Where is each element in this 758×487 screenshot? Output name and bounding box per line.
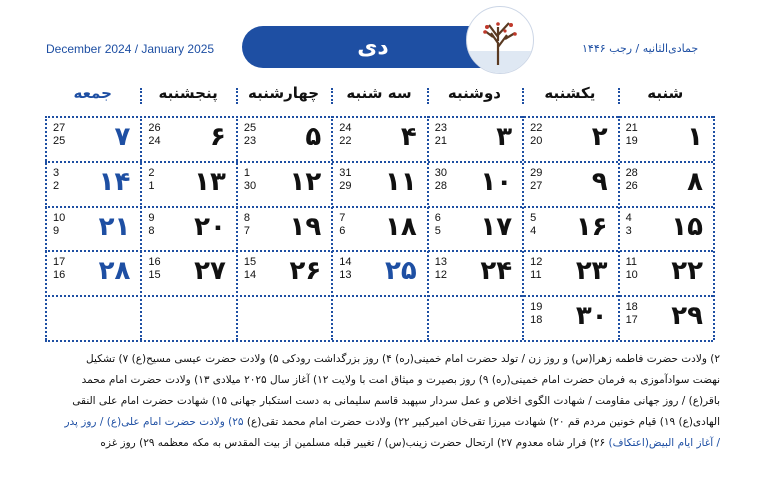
notes-text: الهادی(ع) ۱۹) قیام خونین مردم قم ۲۰) شهادت میرزا تقی‌خان امیرکبیر ۲۲) ولادت حضرت امام محمد تقی(ع) [243, 416, 720, 428]
day-cell[interactable] [522, 295, 617, 339]
hijri-day: 11 [530, 269, 542, 282]
day-cell[interactable] [427, 206, 522, 250]
day-number: ۲۲ [671, 256, 703, 287]
hijri-day: 6 [339, 224, 346, 237]
gregorian-day: 24 [339, 122, 352, 134]
hijri-day: 5 [434, 224, 441, 237]
day-cell[interactable] [618, 116, 713, 160]
day-number: ۶ [209, 122, 226, 152]
gregorian-day: 28 [625, 166, 638, 179]
hijri-day: 15 [148, 269, 161, 282]
hijri-day: 28 [434, 179, 447, 192]
calendar-grid [45, 84, 713, 340]
day-cell[interactable] [522, 250, 617, 294]
day-cell[interactable] [331, 161, 426, 205]
day-number: ۹ [591, 166, 608, 197]
day-cell[interactable] [140, 116, 235, 160]
hijri-day: 18 [530, 314, 543, 327]
hijri-day: 25 [53, 135, 66, 147]
weekday-header: یکشنبه [544, 84, 596, 102]
gregorian-day: 13 [434, 256, 447, 269]
hijri-day: 9 [53, 224, 60, 237]
day-cell[interactable] [427, 161, 522, 205]
hijri-day: 2 [53, 179, 60, 192]
gregorian-day: 1 [243, 166, 250, 179]
day-number: ۴ [400, 122, 417, 152]
gregorian-day: 23 [434, 122, 447, 134]
gregorian-day: 31 [339, 166, 352, 179]
weekday-header: دوشنبه [447, 84, 501, 102]
gregorian-day: 17 [53, 256, 66, 269]
gregorian-day: 11 [625, 256, 637, 269]
hijri-day: 23 [243, 135, 257, 147]
header-separator [618, 88, 620, 104]
notes-line: ۲) ولادت حضرت فاطمه زهرا(س) و روز زن / تولد حضرت امام خمینی(ره) ۴) روز بزرگداشت رودکی ۵) ولادت حضرت عیسی مسیح(ع) ۷) تشکیل [86, 353, 720, 365]
hijri-day: 20 [530, 135, 543, 147]
hijri-day: 7 [243, 224, 250, 237]
day-number: ۸ [687, 166, 703, 197]
day-number: ۲۵ [384, 256, 417, 287]
notes-line [40, 412, 720, 433]
day-cell[interactable] [618, 206, 713, 250]
hijri-day: 3 [625, 224, 632, 237]
day-number: ۲۷ [194, 256, 226, 287]
notes-text: ۲۶) فرار شاه معدوم ۲۷) ارتحال حضرت زینب(س) / تغییر قبله مسلمین از بیت المقدس به مکه معظمه ۲۹) روز غزه [100, 437, 609, 449]
day-cell[interactable] [236, 161, 331, 205]
gregorian-day: 5 [530, 211, 537, 224]
weekday-header: شنبه [647, 84, 684, 102]
day-number: ۱۰ [480, 166, 513, 197]
day-number: ۳ [496, 122, 513, 152]
gregorian-day: 9 [148, 211, 155, 224]
hijri-day: 27 [530, 179, 543, 192]
gregorian-day: 7 [339, 211, 346, 224]
day-cell[interactable] [618, 161, 713, 205]
day-number: ۳۰ [575, 301, 608, 332]
hijri-day: 29 [339, 179, 352, 192]
day-number: ۱۲ [289, 166, 322, 197]
day-cell[interactable] [522, 161, 617, 205]
day-number: ۲۳ [575, 256, 608, 287]
gregorian-day: 3 [53, 166, 60, 179]
grid-column-line [713, 116, 715, 340]
day-number: ۱۷ [480, 211, 513, 242]
day-number: ۱۴ [98, 166, 131, 197]
gregorian-day: 6 [434, 211, 441, 224]
day-number: ۱۵ [671, 211, 703, 242]
day-cell[interactable] [331, 116, 426, 160]
gregorian-day: 30 [434, 166, 447, 179]
day-number: ۵ [305, 122, 322, 152]
hijri-day: 16 [53, 269, 66, 282]
day-number: ۱۱ [384, 166, 417, 197]
header-separator [427, 88, 429, 104]
day-cell[interactable] [331, 250, 426, 294]
weekday-header: سه شنبه [346, 84, 412, 102]
hijri-day: 12 [434, 269, 447, 282]
month-title-banner [242, 26, 504, 68]
hijri-day: 30 [243, 179, 257, 192]
day-number: ۲ [591, 122, 608, 152]
day-number: ۲۴ [480, 256, 513, 287]
day-number: ۲۶ [289, 256, 322, 287]
header-separator [140, 88, 142, 104]
hijri-day: 17 [625, 314, 638, 327]
hijri-day: 26 [625, 179, 638, 192]
day-cell[interactable] [522, 206, 617, 250]
day-number: ۱۶ [575, 211, 608, 242]
gregorian-day: 10 [53, 211, 66, 224]
hijri-day: 21 [434, 135, 447, 147]
day-number: ۱ [687, 122, 703, 152]
grid-row-line [45, 340, 713, 342]
day-cell[interactable] [236, 116, 331, 160]
day-cell[interactable] [45, 161, 140, 205]
day-cell[interactable] [522, 116, 617, 160]
weekday-header: چهارشنبه [248, 84, 320, 102]
hijri-day: 1 [148, 179, 155, 192]
day-cell[interactable] [618, 250, 713, 294]
gregorian-day: 26 [148, 122, 161, 134]
day-cell[interactable] [236, 206, 331, 250]
gregorian-day: 18 [625, 301, 638, 314]
day-number: ۲۱ [98, 211, 131, 242]
gregorian-day: 22 [530, 122, 543, 134]
hijri-month-label: جمادی‌الثانیه / رجب ۱۴۴۶ [582, 42, 699, 55]
hijri-day: 22 [339, 135, 352, 147]
day-number: ۷ [114, 122, 131, 152]
month-title: دی [357, 34, 389, 60]
hijri-day: 14 [243, 269, 257, 282]
gregorian-day: 16 [148, 256, 161, 269]
header-separator [522, 88, 524, 104]
gregorian-day: 4 [625, 211, 632, 224]
gregorian-day: 29 [530, 166, 543, 179]
gregorian-day: 27 [53, 122, 66, 134]
gregorian-day: 15 [243, 256, 257, 269]
header-separator [331, 88, 333, 104]
day-number: ۲۰ [194, 211, 226, 242]
weekday-header: جمعه [73, 84, 112, 102]
notes-line: نهضت سوادآموزی به فرمان حضرت امام خمینی(ره) ۹) روز بصیرت و میثاق امت با ولایت ۱۲) آغاز سال ۲۰۲۵ میلادی ۱۳) ولادت حضرت امام محمد [81, 374, 720, 386]
day-number: ۱۸ [384, 211, 417, 242]
day-cell[interactable] [45, 116, 140, 160]
notes-line [40, 433, 720, 454]
hijri-day: 24 [148, 135, 161, 147]
occasions-notes [40, 349, 720, 454]
gregorian-day: 12 [530, 256, 543, 269]
gregorian-day: 25 [243, 122, 257, 134]
day-number: ۲۹ [671, 301, 703, 332]
day-cell[interactable] [427, 116, 522, 160]
day-cell[interactable] [140, 250, 235, 294]
day-cell[interactable] [45, 206, 140, 250]
day-cell[interactable] [236, 250, 331, 294]
notes-highlight: / آغاز ایام البیض(اعتکاف) [608, 437, 720, 449]
gregorian-day: 21 [625, 122, 638, 134]
gregorian-month-label: December 2024 / January 2025 [46, 42, 215, 56]
notes-line: باقر(ع) / روز جهانی مقاومت / شهادت الگوی اخلاص و عمل سردار سپهبد قاسم سلیمانی به دست استکبار جهانی ۱۵) شهادت حضرت امام علی النقی [72, 395, 720, 407]
day-number: ۱۳ [194, 166, 226, 197]
hijri-day: 8 [148, 224, 155, 237]
hijri-day: 4 [530, 224, 537, 237]
gregorian-day: 8 [243, 211, 250, 224]
gregorian-day: 14 [339, 256, 352, 269]
day-cell[interactable] [140, 206, 235, 250]
hijri-day: 19 [625, 135, 638, 147]
day-cell[interactable] [331, 206, 426, 250]
header-separator [236, 88, 238, 104]
weekday-header: پنجشنبه [158, 84, 218, 102]
day-number: ۱۹ [289, 211, 322, 242]
day-cell[interactable] [45, 250, 140, 294]
gregorian-day: 19 [530, 301, 543, 314]
day-cell[interactable] [618, 295, 713, 339]
hijri-day: 10 [625, 269, 638, 282]
day-cell[interactable] [427, 250, 522, 294]
hijri-day: 13 [339, 269, 352, 282]
winter-tree-icon [466, 6, 534, 74]
day-cell[interactable] [140, 161, 235, 205]
gregorian-day: 2 [148, 166, 155, 179]
notes-highlight: ۲۵) ولادت حضرت امام علی(ع) / روز پدر [64, 416, 244, 428]
day-number: ۲۸ [98, 256, 131, 287]
